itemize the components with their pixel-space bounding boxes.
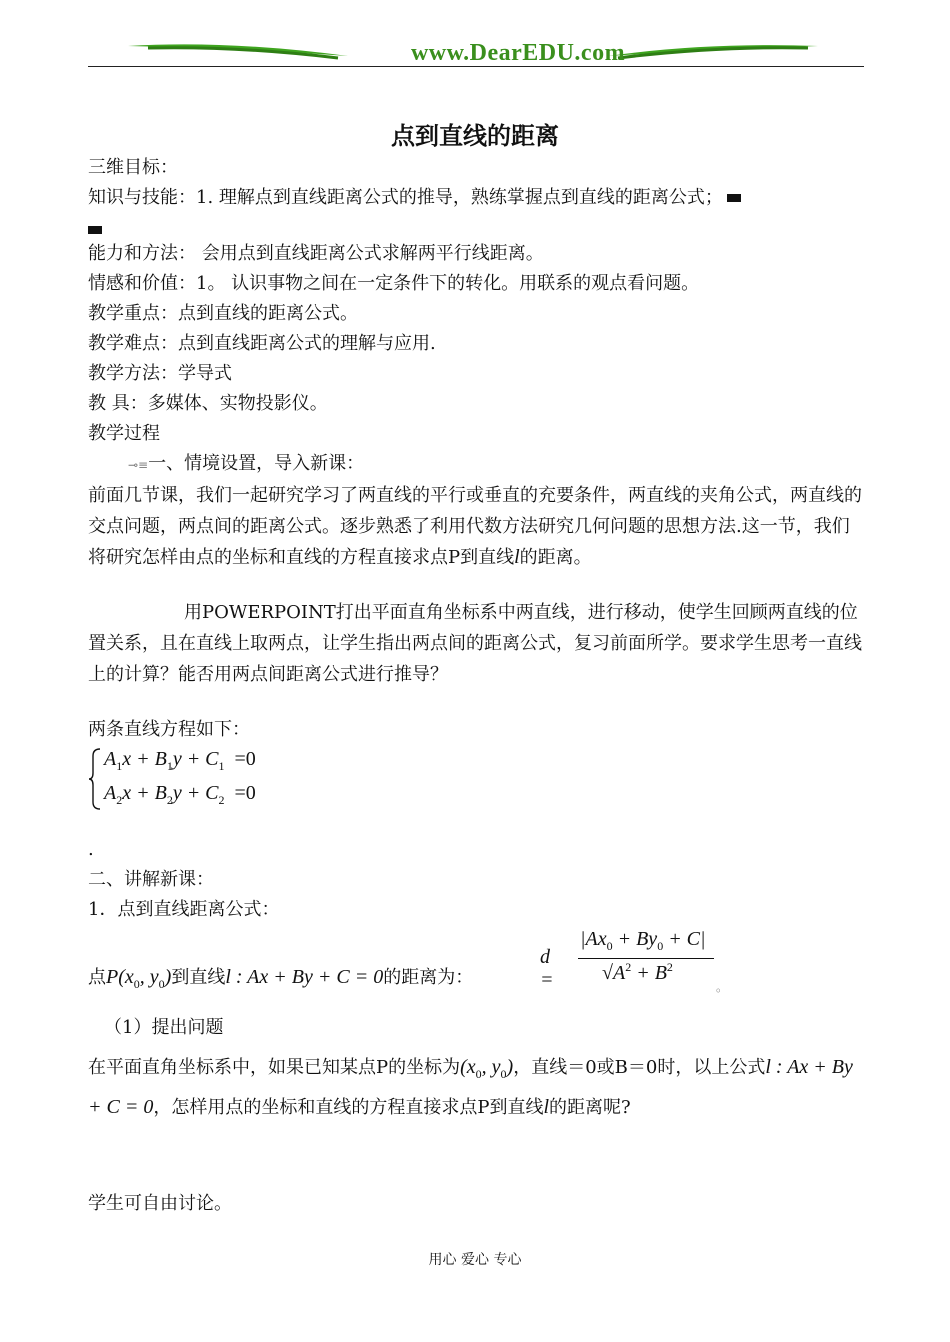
artifact-mark bbox=[88, 226, 102, 234]
formula-heading: 1．点到直线距离公式： bbox=[88, 899, 280, 920]
page-title: 点到直线的距离 bbox=[391, 122, 559, 150]
point-expression: $P(x_0$, $y_0$) bbox=[106, 966, 172, 991]
formula-line: 点$P(x_0$, $y_0$)到直线l : Ax + By + C = 0的距离为： bbox=[88, 966, 474, 991]
tools-line: 教 具：多媒体、实物投影仪。 bbox=[88, 393, 328, 414]
equation-brace bbox=[88, 748, 102, 810]
fraction-bar bbox=[578, 958, 714, 959]
section1-prefix: ⊸≡ bbox=[128, 458, 149, 472]
powerpoint-paragraph: 用POWERPOINT打出平面直角坐标系中两直线，进行移动，使学生回顾两直线的位置关系，且在直线上取两点，让学生指出两点间的距离公式，复习前面所学。要求学生思考一直线上的计算？能否用两点间距离公式进行推导？ bbox=[88, 602, 862, 685]
site-logo: www.DearEDU.com bbox=[410, 40, 626, 66]
knowledge-text: 知识与技能：1. 理解点到直线距离公式的推导，熟练掌握点到直线的距离公式； bbox=[88, 187, 723, 208]
artifact-mark bbox=[727, 194, 741, 202]
line-symbol: l bbox=[514, 546, 520, 568]
process-heading: 教学过程 bbox=[88, 423, 160, 444]
section1-heading bbox=[128, 452, 364, 477]
method-line: 教学方法：学导式 bbox=[88, 363, 232, 384]
goals-label: 三维目标： bbox=[88, 157, 178, 178]
header-rule bbox=[88, 66, 864, 67]
artifact-line bbox=[88, 218, 102, 242]
coord-expression: ($x_0$, $y_0$) bbox=[460, 1056, 514, 1081]
intro-end: 的距离。 bbox=[519, 547, 592, 568]
emotion-line: 情感和价值：1。 认识事物之间在一定条件下的转化。用联系的观点看问题。 bbox=[88, 273, 700, 294]
line-equation: l : Ax + By + C = 0 bbox=[225, 966, 384, 988]
intro-paragraph bbox=[88, 480, 864, 573]
ability-line: 能力和方法： 会用点到直线距离公式求解两平行线距离。 bbox=[88, 243, 544, 264]
question-paragraph: 在平面直角坐标系中，如果已知某点P的坐标为($x_0$, $y_0$)，直线＝0或B＝0时，以上公式l : Ax + By + C = 0，怎样用点的坐标和直线的方程直接求点P到直线l的距离呢? bbox=[88, 1056, 853, 1118]
knowledge-line bbox=[88, 186, 741, 210]
formula-numerator: $|Ax_0 + By_0 + C|$ bbox=[580, 928, 706, 953]
stray-dot: . bbox=[88, 839, 94, 860]
intro-text: 前面几节课，我们一起研究学习了两直线的平行或垂直的充要条件，两直线的夹角公式，两直线的交点问题，两点间的距离公式。逐步熟悉了利用代数方法研究几何问题的思想方法.这一节，我们将研究怎样由点的坐标和直线的方程直接求点P到直线 bbox=[88, 485, 862, 568]
formula-denominator: $√A^2 + B^2$ bbox=[602, 960, 673, 984]
difficulty-line: 教学难点：点到直线距离公式的理解与应用. bbox=[88, 333, 436, 354]
site-header bbox=[88, 36, 864, 68]
equation-1: $A_1x + B_1y + C_1 =0$ bbox=[104, 748, 256, 773]
key-point-line: 教学重点：点到直线的距离公式。 bbox=[88, 303, 358, 324]
section1-text: 一、情境设置，导入新课： bbox=[148, 453, 365, 474]
question-heading: （1）提出问题 bbox=[104, 1017, 224, 1038]
page-footer: 用心 爱心 专心 bbox=[428, 1252, 522, 1268]
two-lines-label: 两条直线方程如下： bbox=[88, 719, 250, 740]
section2-heading: 二、讲解新课： bbox=[88, 869, 214, 890]
equation-2: $A_2x + B_2y + C_2 =0$ bbox=[104, 782, 256, 807]
discuss-line: 学生可自由讨论。 bbox=[88, 1193, 232, 1214]
